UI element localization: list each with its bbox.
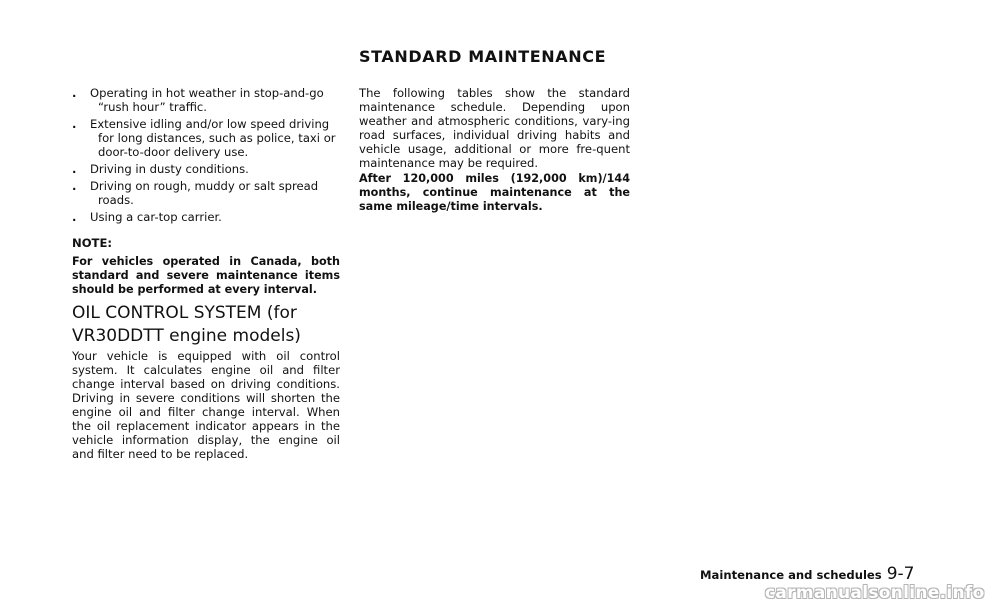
bullet-marker: . — [72, 86, 77, 100]
list-item-text-cont: “rush hour” traffic. — [98, 100, 207, 114]
list-item-text-cont: roads. — [98, 193, 134, 207]
bullet-marker: . — [72, 162, 77, 176]
note-text: For vehicles operated in Canada, both standard and severe maintenance items should be performed at every interval. — [72, 255, 340, 296]
oil-control-heading: OIL CONTROL SYSTEM (for VR30DDTT engine models) — [72, 303, 301, 346]
page-number: 9-7 — [886, 564, 915, 584]
list-item-text: Operating in hot weather in stop-and-go — [90, 86, 324, 100]
condition-list — [72, 86, 340, 227]
note-heading: NOTE: — [72, 236, 113, 250]
standard-maintenance-text: The following tables show the standard maintenance schedule. Depending upon weather and atmospheric conditions, vary-ing road surfaces, individual driving habits and vehicle usage, additional or more fre-quent maintenance may be required. — [359, 86, 630, 170]
oil-control-text: Your vehicle is equipped with oil control system. It calculates engine oil and filter change interval based on driving conditions. Driving in severe conditions will shorten the engine oil and filter change interval. When the oil replacement indicator appears in the vehicle information display, the engine oil and filter need to be replaced. — [72, 349, 340, 461]
list-item-text: Driving in dusty conditions. — [90, 162, 249, 176]
list-item — [72, 210, 340, 224]
standard-maintenance-bold-text: After 120,000 miles (192,000 km)/144 months, continue maintenance at the same mileage/time intervals. — [359, 172, 630, 213]
list-item — [72, 162, 340, 176]
list-item-text: Driving on rough, muddy or salt spread — [90, 179, 319, 193]
bullet-marker: . — [72, 210, 77, 224]
list-item — [72, 117, 340, 159]
list-item-text-cont: for long distances, such as police, taxi or door-to-door delivery use. — [98, 131, 336, 159]
list-item-text: Using a car-top carrier. — [90, 210, 222, 224]
list-item — [72, 179, 340, 207]
list-item-text: Extensive idling and/or low speed driving — [90, 117, 330, 131]
list-item — [72, 86, 340, 114]
page-footer — [700, 564, 914, 584]
bullet-marker: . — [72, 117, 77, 131]
bullet-marker: . — [72, 179, 77, 193]
watermark-text: carmanualsonline.info — [765, 583, 985, 603]
standard-maintenance-heading: STANDARD MAINTENANCE — [359, 47, 607, 66]
footer-section-title: Maintenance and schedules — [700, 568, 882, 582]
